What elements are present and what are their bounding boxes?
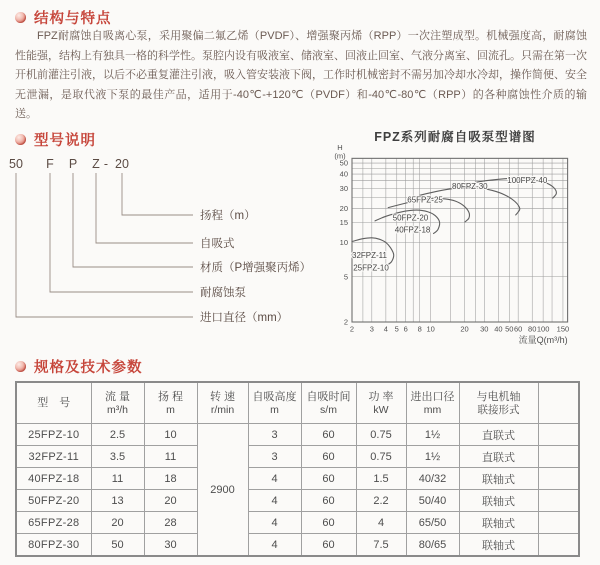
y-axis-label: H: [337, 143, 343, 152]
y-tick-label: 30: [339, 183, 348, 193]
table-cell-connection: 联轴式: [459, 490, 538, 512]
x-tick-label: 10: [426, 324, 435, 334]
model-part-label: 耐腐蚀泵: [200, 287, 246, 299]
section-header-features: [15, 7, 112, 28]
x-tick-label: 50: [505, 324, 514, 334]
table-cell-empty: [538, 446, 579, 468]
model-code-char: Z: [92, 157, 100, 171]
column-header: 自吸高度 m: [248, 382, 301, 424]
model-code-char: P: [68, 157, 78, 171]
table-cell-flow: 20: [91, 512, 144, 534]
table-cell-flow: 2.5: [91, 424, 144, 446]
table-cell-suction-time: 60: [301, 534, 356, 557]
specs-table: [15, 381, 580, 557]
table-cell-connection: 直联式: [459, 446, 538, 468]
table-cell-head: 11: [144, 446, 197, 468]
column-header: 与电机轴 联接形式: [459, 382, 538, 424]
table-cell-ports: 40/32: [406, 468, 459, 490]
table-cell-connection: 直联式: [459, 424, 538, 446]
model-connector-line: [50, 173, 193, 292]
table-cell-suction-height: 3: [248, 424, 301, 446]
x-tick-label: 80: [528, 324, 537, 334]
table-cell-suction-time: 60: [301, 446, 356, 468]
section-title-model: 型号说明: [34, 133, 96, 149]
table-row: [16, 490, 579, 512]
section-bullet-icon: [15, 361, 26, 372]
table-cell-model: 25FPZ-10: [16, 424, 91, 446]
x-tick-label: 8: [417, 324, 422, 334]
table-cell-empty: [538, 512, 579, 534]
column-header: 自吸时间 s/m: [301, 382, 356, 424]
curve-label: 80FPZ-30: [452, 181, 488, 191]
column-header: 扬 程 m: [144, 382, 197, 424]
y-axis-label: (m): [334, 151, 346, 161]
x-tick-label: 30: [480, 324, 489, 334]
y-tick-label: 15: [339, 218, 348, 228]
table-cell-head: 28: [144, 512, 197, 534]
specs-table-head: [16, 382, 579, 424]
table-cell-suction-time: 60: [301, 490, 356, 512]
x-tick-label: 5: [394, 324, 399, 334]
specs-table-body: [16, 424, 579, 557]
model-code-char: -: [103, 157, 109, 171]
y-tick-label: 5: [343, 272, 348, 282]
x-tick-label: 60: [514, 324, 523, 334]
model-code-char: F: [46, 157, 54, 171]
section-bullet-icon: [15, 134, 26, 145]
table-cell-model: 80FPZ-30: [16, 534, 91, 557]
table-cell-head: 18: [144, 468, 197, 490]
table-cell-model: 40FPZ-18: [16, 468, 91, 490]
model-connector-line: [122, 173, 193, 215]
table-cell-head: 10: [144, 424, 197, 446]
header-row: [16, 382, 579, 424]
table-cell-suction-time: 60: [301, 424, 356, 446]
y-tick-label: 10: [339, 238, 348, 248]
table-cell-suction-height: 4: [248, 468, 301, 490]
model-part-label: 材质（P增强聚丙烯）: [200, 262, 312, 274]
curve-label: 100FPZ-40: [507, 175, 548, 185]
table-cell-empty: [538, 534, 579, 557]
y-tick-label: 50: [339, 158, 348, 168]
table-row: [16, 512, 579, 534]
curve-label: 25FPZ-10: [353, 263, 389, 273]
column-header: 转 速 r/min: [197, 382, 248, 424]
x-tick-label: 3: [369, 324, 374, 334]
table-cell-ports: 50/40: [406, 490, 459, 512]
model-part-label: 扬程（m）: [200, 210, 256, 222]
table-cell-ports: 80/65: [406, 534, 459, 557]
y-tick-label: 40: [339, 169, 348, 179]
table-cell-suction-height: 4: [248, 534, 301, 557]
table-cell-power: 0.75: [356, 446, 406, 468]
table-cell-suction-height: 4: [248, 512, 301, 534]
curve-label: 65FPZ-25: [407, 195, 443, 205]
table-cell-head: 30: [144, 534, 197, 557]
column-header: 进出口径 mm: [406, 382, 459, 424]
y-tick-label: 20: [339, 203, 348, 213]
model-part-label: 进口直径（mm）: [200, 312, 289, 324]
table-cell-suction-height: 4: [248, 490, 301, 512]
model-connector-line: [96, 173, 193, 243]
table-cell-empty: [538, 490, 579, 512]
table-cell-model: 65FPZ-28: [16, 512, 91, 534]
model-code-diagram: [0, 145, 330, 335]
table-cell-ports: 65/50: [406, 512, 459, 534]
table-cell-power: 4: [356, 512, 406, 534]
table-cell-flow: 3.5: [91, 446, 144, 468]
curve-label: 50FPZ-20: [392, 213, 429, 223]
y-tick-label: 2: [343, 317, 348, 327]
model-code-char: 20: [115, 157, 129, 171]
table-row: [16, 468, 579, 490]
section-title-features: 结构与特点: [34, 11, 112, 27]
model-code-char: 50: [9, 157, 23, 171]
chart-title: FPZ系列耐腐自吸泵型谱图: [374, 130, 536, 144]
table-cell-head: 20: [144, 490, 197, 512]
table-cell-suction-time: 60: [301, 512, 356, 534]
table-cell-power: 0.75: [356, 424, 406, 446]
table-cell-speed-merged: 2900: [197, 424, 248, 557]
table-cell-flow: 50: [91, 534, 144, 557]
x-tick-label: 100: [536, 324, 550, 334]
model-part-label: 自吸式: [200, 238, 235, 250]
table-cell-empty: [538, 468, 579, 490]
table-cell-suction-time: 60: [301, 468, 356, 490]
pump-selection-chart: [325, 140, 600, 365]
model-connector-line: [16, 173, 193, 317]
column-header: 型 号: [16, 382, 91, 424]
table-cell-model: 32FPZ-11: [16, 446, 91, 468]
section-bullet-icon: [15, 12, 26, 23]
features-paragraph: FPZ耐腐蚀自吸离心泵，采用聚偏二氟乙烯（PVDF）、增强聚丙烯（RPP）一次注塑成型。机械强度高，耐腐蚀性能强，结构上有独具一格的科学性。泵腔内设有吸液室、储液室、回液止回室、气液分离室、回流孔。只需在第一次开机前灌注引液，以后不必重复灌注引液，吸入管安装液下阀，工作时机械密封不需另加冷却水冷却，操作简便、安全无泄漏，是取代液下泵的最佳产品，适用于-40℃-+120℃（PVDF）和-40℃-80℃（RPP）的各种腐蚀性介质的输送。: [15, 30, 587, 120]
curve-label: 40FPZ-18: [394, 225, 431, 235]
table-row: [16, 446, 579, 468]
x-tick-label: 20: [460, 324, 469, 334]
column-header: 功 率 kW: [356, 382, 406, 424]
x-tick-label: 40: [494, 324, 503, 334]
table-cell-connection: 联轴式: [459, 512, 538, 534]
section-title-specs: 规格及技术参数: [34, 360, 143, 376]
x-tick-label: 4: [383, 324, 388, 334]
table-cell-flow: 13: [91, 490, 144, 512]
table-cell-flow: 11: [91, 468, 144, 490]
table-cell-ports: 1½: [406, 424, 459, 446]
curve-label: 32FPZ-11: [352, 251, 387, 261]
table-cell-suction-height: 3: [248, 446, 301, 468]
section-header-specs: [15, 356, 143, 377]
table-row: [16, 534, 579, 557]
table-cell-power: 7.5: [356, 534, 406, 557]
table-cell-model: 50FPZ-20: [16, 490, 91, 512]
table-cell-ports: 1½: [406, 446, 459, 468]
column-header: [538, 382, 579, 424]
x-tick-label: 2: [349, 324, 355, 334]
table-row: [16, 424, 579, 446]
x-axis-label: 流量Q(m³/h): [518, 335, 568, 345]
table-cell-empty: [538, 424, 579, 446]
table-cell-connection: 联轴式: [459, 468, 538, 490]
model-connector-line: [73, 173, 193, 267]
table-cell-power: 2.2: [356, 490, 406, 512]
x-tick-label: 6: [403, 324, 408, 334]
table-cell-connection: 联轴式: [459, 534, 538, 557]
column-header: 流 量 m³/h: [91, 382, 144, 424]
x-tick-label: 150: [556, 324, 570, 334]
table-cell-power: 1.5: [356, 468, 406, 490]
